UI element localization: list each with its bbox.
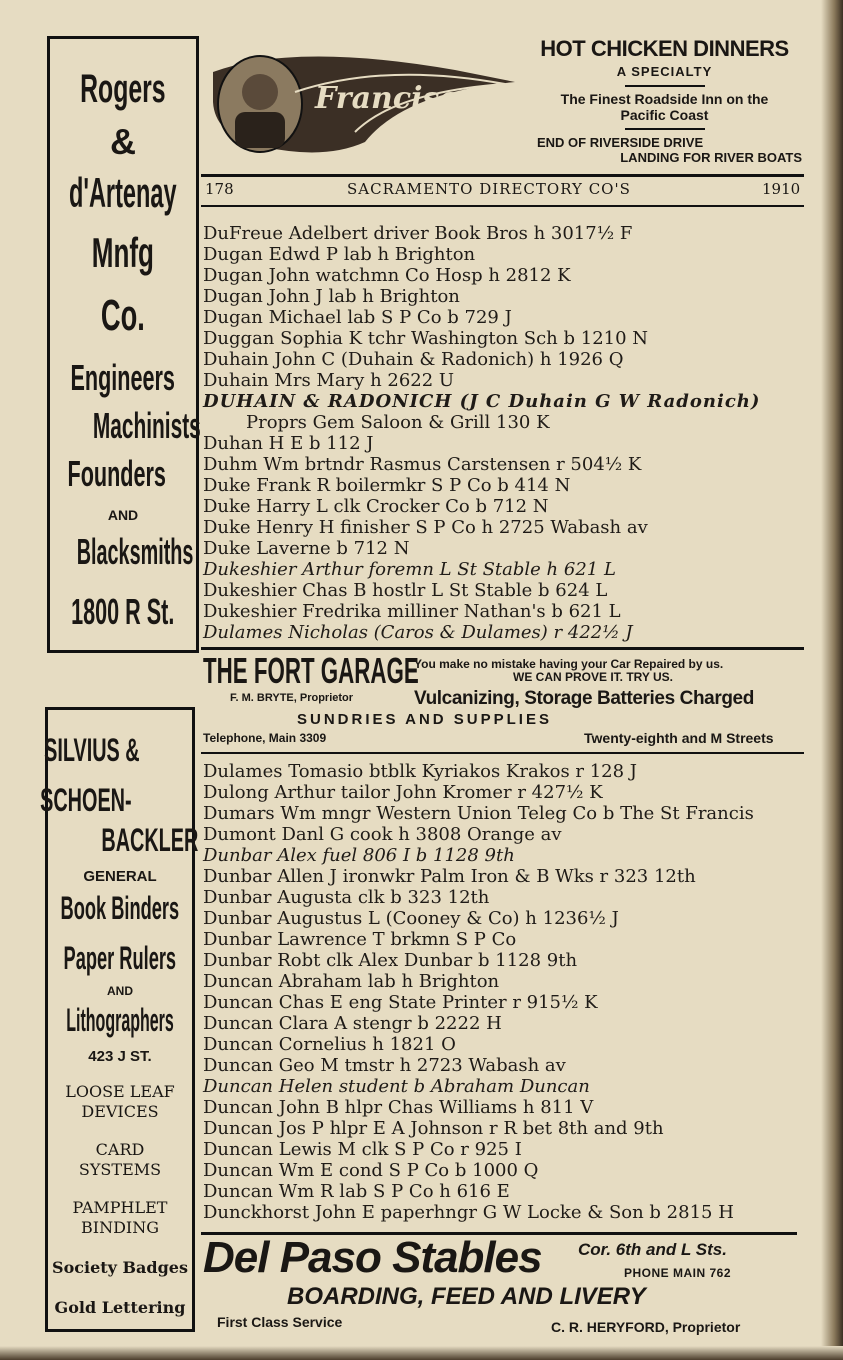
entry: Duke Laverne b 712 N — [203, 538, 410, 559]
page-number: 178 — [205, 180, 234, 198]
garage-address: Twenty-eighth and M Streets — [584, 730, 774, 746]
ad-line: 1800 R St. — [71, 591, 175, 632]
page-title: SACRAMENTO DIRECTORY CO'S — [347, 180, 631, 198]
entry: Duhan H E b 112 J — [203, 433, 374, 454]
ad-line: Co. — [100, 291, 145, 340]
entry: Dulong Arthur tailor John Kromer r 427½ K — [203, 782, 603, 803]
stables-name: Del Paso Stables — [203, 1233, 542, 1282]
entry: Duncan Jos P hlpr E A Johnson r R bet 8th and 9th — [203, 1118, 664, 1139]
garage-slogan-2: WE CAN PROVE IT. TRY US. — [513, 670, 674, 684]
entry: Duncan Wm R lab S P Co h 616 E — [203, 1181, 510, 1202]
page-edge — [821, 0, 843, 1360]
page-year: 1910 — [762, 180, 801, 198]
ad-line: Engineers — [70, 357, 175, 398]
page-edge-bottom — [0, 1346, 843, 1360]
entry: Duhain Mrs Mary h 2622 U — [203, 370, 455, 391]
entry: Dunbar Allen J ironwkr Palm Iron & B Wks r 323 12th — [203, 866, 696, 887]
entry: Dunckhorst John E paperhngr G W Locke & Son b 2815 H — [203, 1202, 734, 1223]
garage-name: THE FORT GARAGE — [203, 650, 419, 691]
francisco-inn-logo — [205, 42, 572, 160]
ad-line: Book Binders — [60, 890, 180, 926]
entry: Duncan Geo M tmstr h 2723 Wabash av — [203, 1055, 566, 1076]
entry: Duncan Lewis M clk S P Co r 925 I — [203, 1139, 522, 1160]
entry: Duke Harry L clk Crocker Co b 712 N — [203, 496, 549, 517]
ad-line: Mnfg — [91, 229, 154, 276]
ad-specialty: A SPECIALTY — [616, 64, 713, 79]
entry: Proprs Gem Saloon & Grill 130 K — [246, 412, 550, 433]
stables-corner: Cor. 6th and L Sts. — [578, 1240, 727, 1259]
ad-line: Paper Rulers — [63, 940, 177, 976]
ad-line: 423 J ST. — [88, 1048, 152, 1065]
stables-proprietor: C. R. HERYFORD, Proprietor — [551, 1319, 741, 1335]
ad-line: PAMPHLET — [72, 1198, 168, 1217]
ad-line: SCHOEN- — [40, 782, 132, 818]
ad-line: Blacksmiths — [76, 531, 194, 572]
entry: DuFreue Adelbert driver Book Bros h 3017½ F — [203, 223, 633, 244]
garage-proprietor: F. M. BRYTE, Proprietor — [230, 692, 354, 704]
ad-line: SYSTEMS — [78, 1160, 162, 1179]
stables-phone: PHONE MAIN 762 — [624, 1266, 732, 1280]
entry: Dugan Michael lab S P Co b 729 J — [203, 307, 512, 328]
ad-line: SILVIUS & — [44, 732, 140, 768]
ad-line: AND — [107, 507, 139, 523]
entry: DUHAIN & RADONICH (J C Duhain G W Radonich) — [203, 391, 761, 412]
entry: Duhm Wm brtndr Rasmus Carstensen r 504½ K — [203, 454, 642, 475]
entry: Dunbar Robt clk Alex Dunbar b 1128 9th — [203, 950, 578, 971]
ad-line: Gold Lettering — [54, 1298, 186, 1317]
header-rule-bottom — [201, 205, 804, 207]
ad-line: DEVICES — [81, 1102, 159, 1121]
rogers-dartenay-ad — [47, 36, 199, 653]
ad-headline: HOT CHICKEN DINNERS — [540, 36, 789, 61]
ad-line: AND — [107, 984, 133, 998]
header-rule-top — [201, 174, 804, 177]
entry: Dunbar Lawrence T brkmn S P Co — [203, 929, 517, 950]
silvius-schoenbackler-ad — [40, 707, 199, 1332]
ad-line: Society Badges — [52, 1258, 188, 1277]
ad-line: LOOSE LEAF — [65, 1082, 175, 1101]
stables-quality: First Class Service — [217, 1314, 343, 1330]
ad-line: BACKLER — [101, 822, 199, 858]
logo-text: Francisco's Inn — [315, 81, 572, 116]
directory-entries-2 — [203, 761, 803, 1223]
ad-line: GENERAL — [83, 868, 157, 885]
entry: Duncan Chas E eng State Printer r 915½ K — [203, 992, 598, 1013]
entry: Dunbar Alex fuel 806 I b 1128 9th — [203, 845, 515, 866]
ad-line: d'Artenay — [68, 169, 177, 216]
entry: Duke Henry H finisher S P Co h 2725 Wabash av — [203, 517, 648, 538]
entry: Dunbar Augusta clk b 323 12th — [203, 887, 490, 908]
ad-line: Machinists — [92, 405, 201, 446]
entry: Dugan John J lab h Brighton — [203, 286, 460, 307]
entry: Dumont Danl G cook h 3808 Orange av — [203, 824, 562, 845]
ad-tagline: The Finest Roadside Inn on the — [560, 91, 769, 107]
entry: Dukeshier Fredrika milliner Nathan's b 621 L — [203, 601, 621, 622]
ad-divider — [625, 128, 705, 130]
entry: Dukeshier Chas B hostlr L St Stable b 624 L — [203, 580, 608, 601]
entry: Duncan Wm E cond S P Co b 1000 Q — [203, 1160, 539, 1181]
garage-rule-bottom — [201, 752, 804, 754]
entry: Dunbar Augustus L (Cooney & Co) h 1236½ J — [203, 908, 619, 929]
chicken-dinners-ad — [527, 36, 802, 165]
stables-services: BOARDING, FEED AND LIVERY — [287, 1283, 646, 1310]
entry: Duncan Abraham lab h Brighton — [203, 971, 500, 992]
entry: Duncan John B hlpr Chas Williams h 811 V — [203, 1097, 594, 1118]
ad-line: Lithographers — [66, 1002, 174, 1038]
entry: Dulames Tomasio btblk Kyriakos Krakos r 128 J — [203, 761, 638, 782]
ad-tagline: Pacific Coast — [620, 107, 709, 123]
entry: Duncan Clara A stengr b 2222 H — [203, 1013, 502, 1034]
ad-line: Rogers — [80, 67, 166, 111]
entry: Dulames Nicholas (Caros & Dulames) r 422½ J — [203, 622, 633, 643]
ad-location: LANDING FOR RIVER BOATS — [620, 150, 802, 165]
entry: Dumars Wm mngr Western Union Teleg Co b The St Francis — [203, 803, 754, 824]
entry: Dukeshier Arthur foremn L St Stable h 621 L — [203, 559, 616, 580]
entry: Duggan Sophia K tchr Washington Sch b 1210 N — [203, 328, 649, 349]
garage-telephone: Telephone, Main 3309 — [203, 731, 327, 745]
garage-slogan: You make no mistake having your Car Repaired by us. — [414, 657, 724, 671]
entry: Dugan John watchmn Co Hosp h 2812 K — [203, 265, 571, 286]
ad-line: BINDING — [80, 1218, 159, 1237]
entry: Duhain John C (Duhain & Radonich) h 1926 Q — [203, 349, 624, 370]
entry: Dugan Edwd P lab h Brighton — [203, 244, 476, 265]
entry: Duncan Cornelius h 1821 O — [203, 1034, 456, 1055]
entry: Duke Frank R boilermkr S P Co b 414 N — [203, 475, 571, 496]
ad-line: Founders — [67, 453, 166, 494]
ad-divider — [625, 85, 705, 87]
ad-line: & — [110, 121, 136, 162]
ad-location: END OF RIVERSIDE DRIVE — [537, 135, 704, 150]
entry: Duncan Helen student b Abraham Duncan — [203, 1076, 590, 1097]
ad-line: CARD — [95, 1140, 145, 1159]
garage-services: Vulcanizing, Storage Batteries Charged — [414, 688, 754, 709]
garage-sundries: SUNDRIES AND SUPPLIES — [297, 711, 552, 728]
directory-entries-1 — [203, 223, 803, 643]
